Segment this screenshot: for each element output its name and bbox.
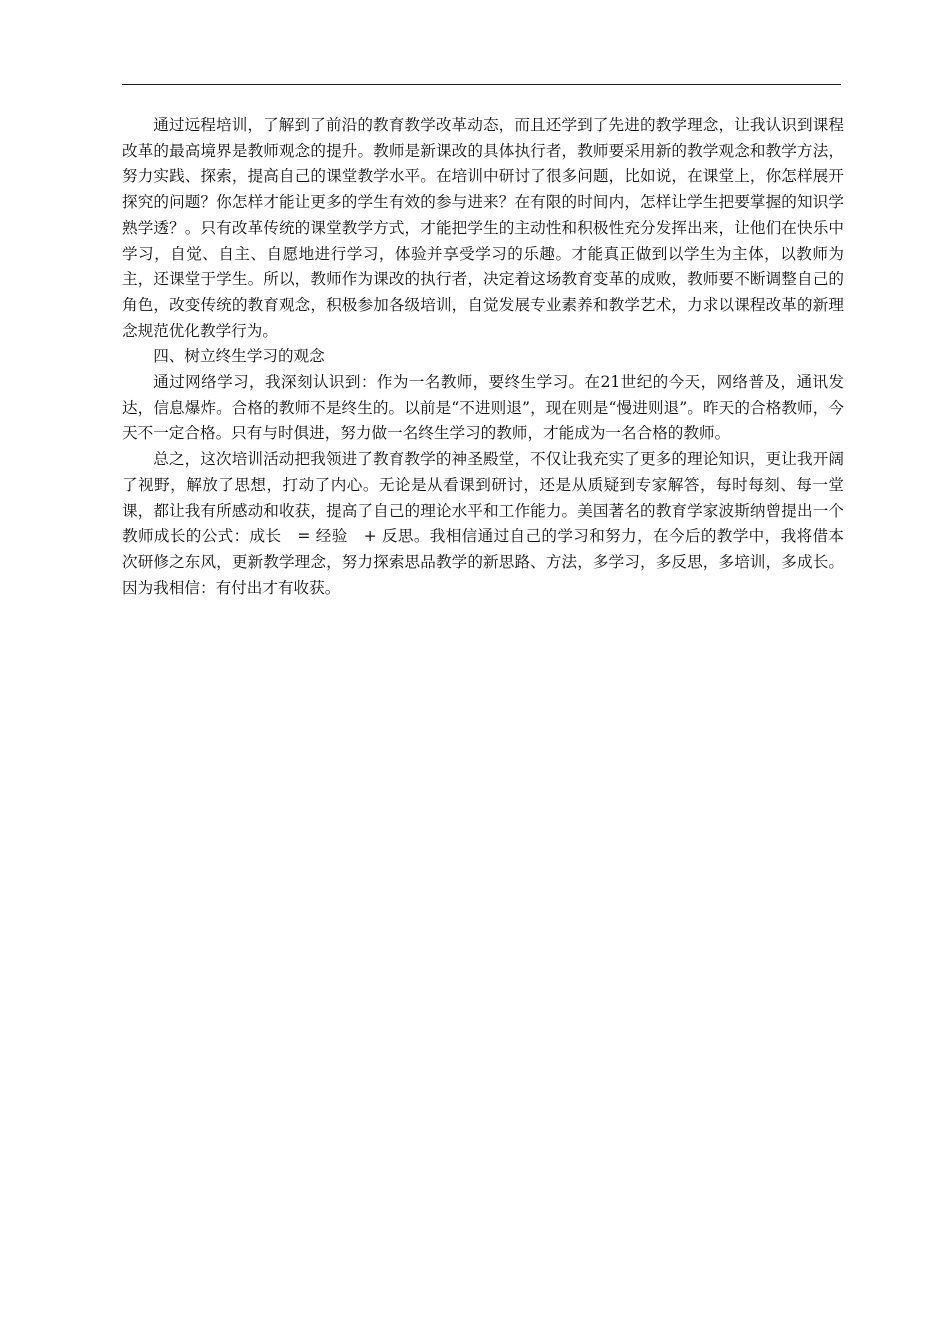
header-rule — [122, 84, 841, 85]
paragraph-lifelong-learning: 通过网络学习，我深刻认识到：作为一名教师，要终生学习。在21世纪的今天，网络普及，通讯发达，信息爆炸。合格的教师不是终生的。以前是“不进则退”，现在则是“慢进则退”。昨天的合格教师，今天不一定合格。只有与时俱进，努力做一名终生学习的教师，才能成为一名合格的教师。 — [122, 373, 844, 443]
section-heading-lifelong-learning: 四、树立终生学习的观念 — [153, 347, 325, 366]
body-text — [122, 113, 844, 601]
paragraph-conclusion: 总之，这次培训活动把我领进了教育教学的神圣殿堂，不仅让我充实了更多的理论知识，更让我开阔了视野，解放了思想，打动了内心。无论是从看课到研讨，还是从质疑到专家解答，每时每刻、每一堂课，都让我有所感动和收获，提高了自己的理论水平和工作能力。美国著名的教育学家波斯纳曾提出一个教师成长的公式：成长 = 经验 + 反思。我相信通过自己的学习和努力，在今后的教学中，我将借本次研修之东风，更新教学理念，努力探索思品教学的新思路、方法，多学习，多反思，多培训，多成长。因为我相信：有付出才有收获。 — [122, 450, 844, 597]
paragraph-remote-training: 通过远程培训，了解到了前沿的教育教学改革动态，而且还学到了先进的教学理念，让我认识到课程改革的最高境界是教师观念的提升。教师是新课改的具体执行者，教师要采用新的教学观念和教学方法，努力实践、探索，提高自己的课堂教学水平。在培训中研讨了很多问题，比如说，在课堂上，你怎样展开探究的问题？你怎样才能让更多的学生有效的参与进来？在有限的时间内，怎样让学生把要掌握的知识学熟学透？。只有改革传统的课堂教学方式，才能把学生的主动性和积极性充分发挥出来，让他们在快乐中学习，自觉、自主、自愿地进行学习，体验并享受学习的乐趣。才能真正做到以学生为主体，以教师为主，还课堂于学生。所以，教师作为课改的执行者，决定着这场教育变革的成败，教师要不断调整自己的角色，改变传统的教育观念，积极参加各级培训，自觉发展专业素养和教学艺术，力求以课程改革的新理念规范优化教学行为。 — [122, 116, 844, 340]
